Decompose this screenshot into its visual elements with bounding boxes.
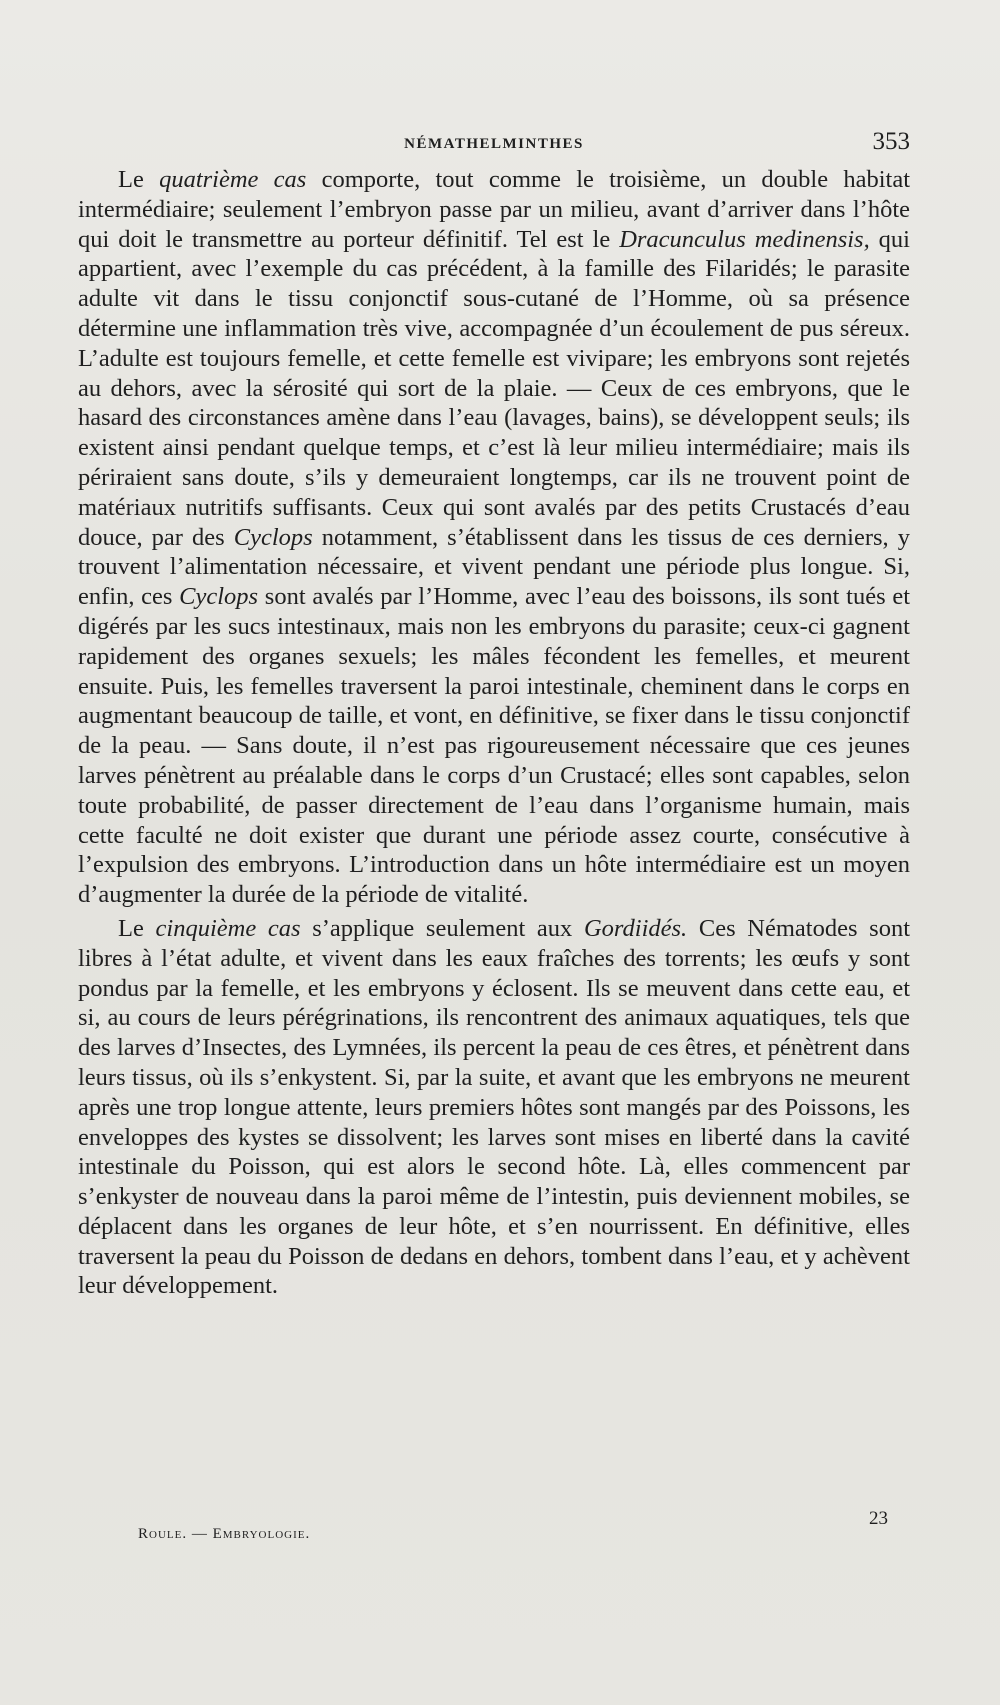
paragraph-cinquieme-cas [78,914,910,1301]
italic-term: cinquième cas [155,914,301,942]
text-run: comporte, tout comme le troisième, un double habitat intermédiaire; seulement l’embryon passe par un milieu, avant d’arriver dans l’hôte qui doit le transmettre au porteur définitif. Tel est le [78,166,911,253]
text-run: qui appartient, avec l’exemple du cas précédent, à la famille des Filaridés; le parasite adulte vit dans le tissu conjonctif sous-cutané de l’Homme, où sa présence détermine une inflammation très vive, accompagnée d’un écoulement de pus séreux. L’adulte est toujours femelle, et cette femelle est vivipare; les embryons sont rejetés au dehors, avec la sérosité qui sort de la plaie. — Ceux de ces embryons, que le hasard des circonstances amène dans l’eau (lavages, bains), se développent seuls; ils existent ainsi pendant quelque temps, et c’est là leur milieu intermédiaire; mais ils périraient sans doute, s’ils y demeuraient longtemps, car ils ne trouvent point de matériaux nutritifs suffisants. Ceux qui sont avalés par des petits Crustacés d’eau douce, par des [78,225,910,551]
text-run: Ces Nématodes sont libres à l’état adulte, et vivent dans les eaux fraîches des torrents; les œufs y sont pondus par la femelle, et les embryons y éclosent. Ils se meuvent dans cette eau, et si, au cours de leurs pérégrinations, ils rencontrent des animaux aquatiques, tels que des larves d’Insectes, des Lymnées, ils percent la peau de ces êtres, et pénètrent dans leurs tissus, où ils s’enkystent. Si, par la suite, et avant que les embryons ne meurent après une trop longue attente, leurs premiers hôtes sont mangés par des Poissons, les enveloppes des kystes se dissolvent; les larves sont mises en liberté dans la cavité intestinale du Poisson, qui est alors le second hôte. Là, elles commencent par s’enkyster de nouveau dans la paroi même de l’intestin, puis deviennent mobiles, se déplacent dans les organes de leur hôte, et s’en nourrissent. En définitive, elles traversent la peau du Poisson de dedans en dehors, tombent dans l’eau, et y achèvent leur développement. [78,914,910,1300]
footer-book-title: Roule. — Embryologie. [138,1526,311,1542]
paragraph-quatrieme-cas [78,165,910,910]
text-run: Le [118,914,156,942]
page-footer [138,1508,888,1548]
running-title: NÉMATHELMINTHES [404,136,584,152]
page-number: 353 [872,128,910,155]
text-run: Le [118,166,160,193]
italic-term: Dracunculus medinensis, [619,225,870,253]
italic-term: quatrième cas [159,166,307,193]
text-run: sont avalés par l’Homme, avec l’eau des boissons, ils sont tués et digérés par les sucs intestinaux, mais non les embryons du parasite; ceux-ci gagnent rapidement des organes sexuels; les mâles fécondent les femelles, et meurent ensuite. Puis, les femelles traversent la paroi intestinale, cheminent dans le corps en augmentant beaucoup de taille, et vont, en définitive, se fixer dans le tissu conjonctif de la peau. — Sans doute, il n’est pas rigoureusement nécessaire que ces jeunes larves pénètrent au préalable dans le corps d’un Crustacé; elles sont capables, selon toute probabilité, de passer directement de l’eau dans l’organisme humain, mais cette faculté ne doit exister que durant une période assez courte, consécutive à l’expulsion des embryons. L’introduction dans un hôte intermédiaire est un moyen d’augmenter la durée de la période de vitalité. [78,583,911,909]
page-header [78,128,910,160]
text-run: notamment, s’établissent dans les tissus de ces derniers, y trouvent l’alimentation nécessaire, et vivent pendant une période plus longue. Si, enfin, ces [78,523,910,611]
page-body [78,165,910,1301]
signature-mark: 23 [869,1508,888,1529]
text-run: s’applique seulement aux [300,914,584,942]
italic-term: Cyclops [179,583,259,611]
italic-term: Cyclops [233,523,313,551]
italic-term: Gordiidés. [583,914,688,942]
